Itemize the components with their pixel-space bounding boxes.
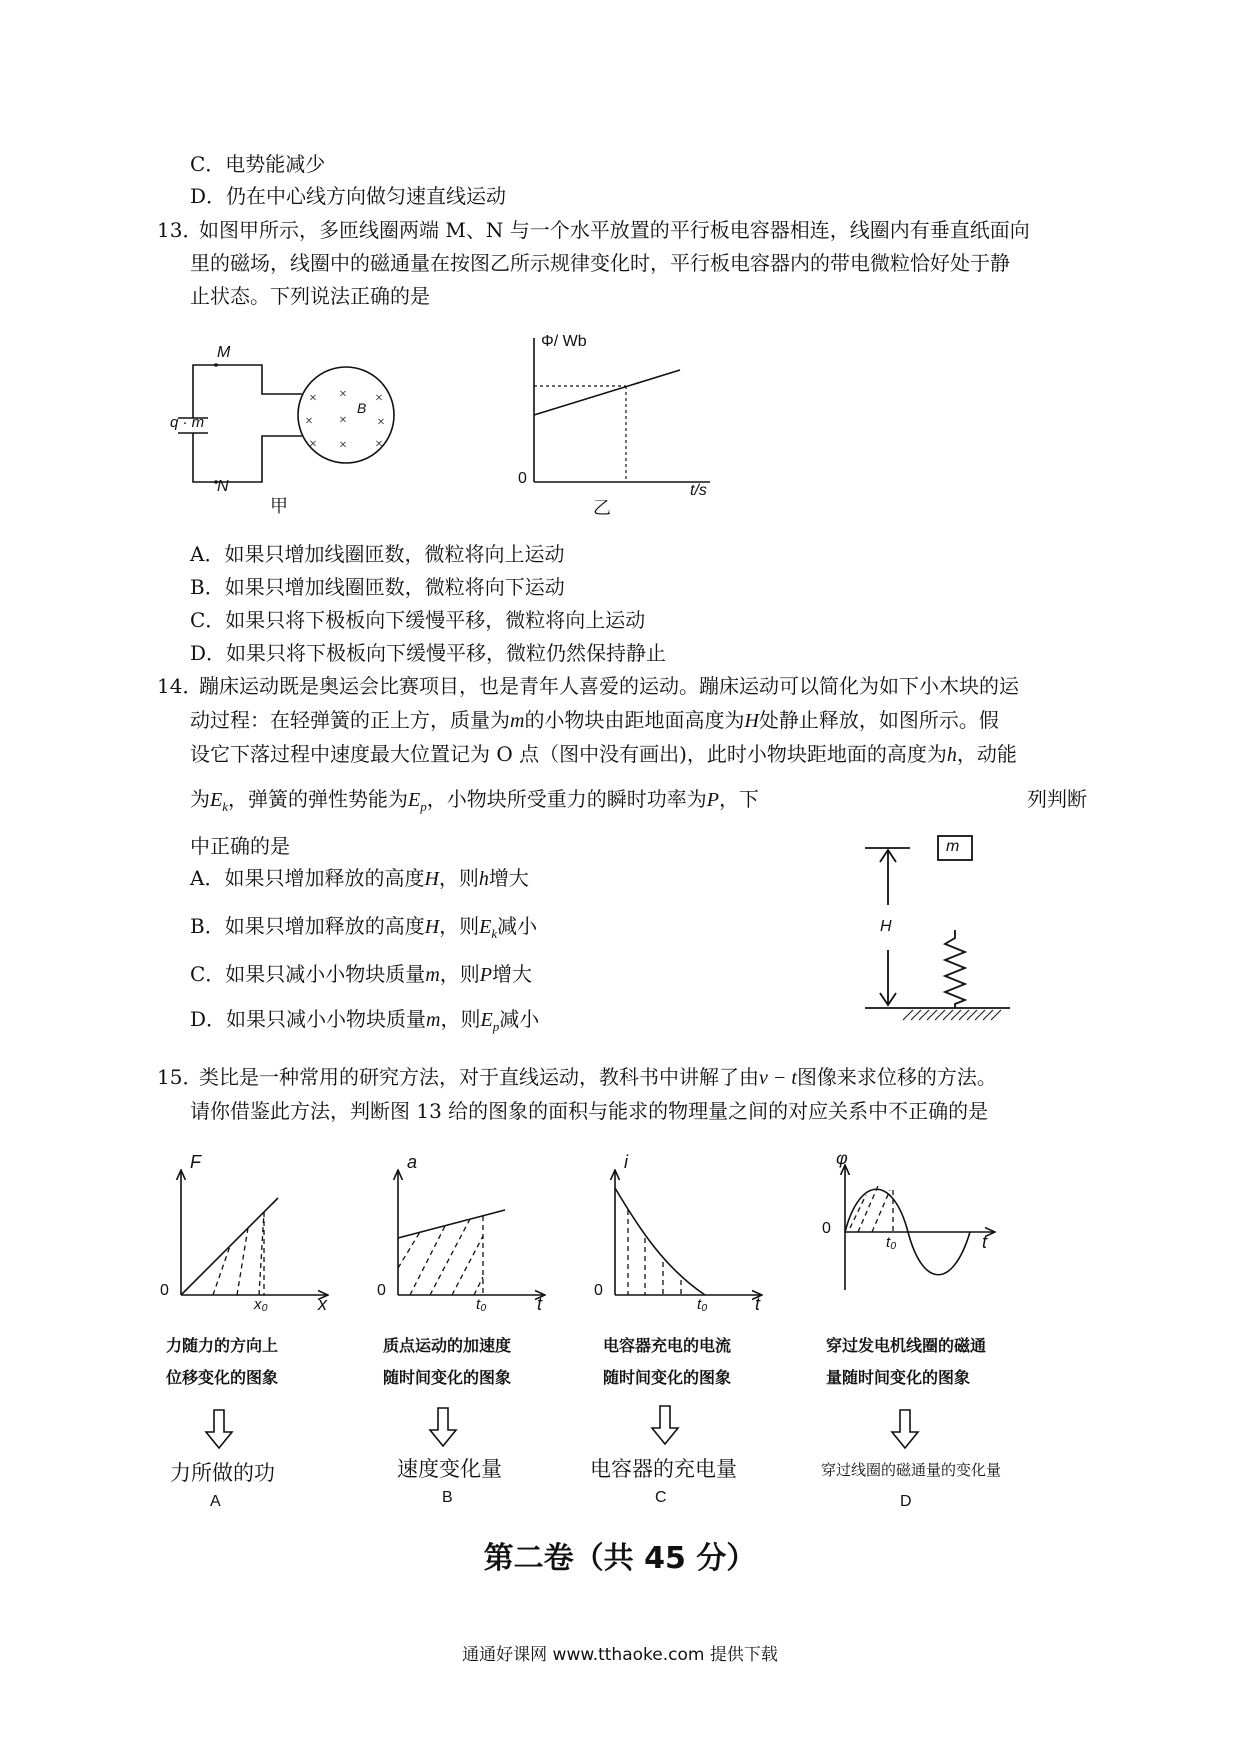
q13-text-line2: 里的磁场，线圈中的磁通量在按图乙所示规律变化时，平行板电容器内的带电微粒恰好处于静 [190,251,1010,275]
q14-text-line2: 动过程：在轻弹簧的正上方，质量为m的小物块由距地面高度为H处静止释放，如图所示。假 [190,708,999,732]
q14-text-line5: 中正确的是 [190,834,290,858]
q14-option-d: D．如果只减小小物块质量m，则$E_p$减小 [190,1007,540,1034]
graph-b-y-label: a [407,1152,418,1172]
q13-number: 13． [157,218,203,242]
graph-c-letter: C [655,1489,667,1506]
graph-d-x-label: t [982,1232,988,1252]
svg-text:×: × [375,437,383,452]
graph-d-letter: D [900,1493,912,1510]
page-footer: 通通好课网 www.tthaoke.com 提供下载 [462,1645,778,1665]
q14-option-a: A．如果只增加释放的高度H，则h增大 [190,866,529,890]
q14-number: 14． [157,674,203,698]
svg-text:×: × [375,391,383,406]
q14-text-line3: 设它下落过程中速度最大位置记为 O 点（图中没有画出)，此时小物块距地面的高度为h，动能 [190,742,1017,766]
graph-b-caption-line2: 随时间变化的图象 [383,1368,512,1387]
graph-d-caption-line2: 量随时间变化的图象 [826,1368,971,1387]
graph-c-caption-line2: 随时间变化的图象 [603,1368,732,1387]
graph-a-origin: 0 [160,1282,169,1299]
graph-b-origin: 0 [377,1282,386,1299]
q12-option-c: C．电势能减少 [190,152,326,176]
down-arrow-b-icon [430,1408,456,1446]
down-arrow-a-icon [206,1410,232,1448]
q13-caption-jia: 甲 [270,496,288,516]
graph-a-y-label: F [190,1152,201,1172]
graph-a-mark: x₀ [254,1296,268,1313]
q14-text-line4: 为$E_k$，弹簧的弹性势能为$E_p$，小物块所受重力的瞬时功率为P，下 [190,787,759,814]
graph-b-letter: B [442,1489,453,1506]
graph-b-x-label: t [537,1294,543,1314]
graph-a-x-label: x [318,1294,327,1314]
q13-option-a: A．如果只增加线圈匝数，微粒将向上运动 [190,542,565,566]
graph-c-caption-line1: 电容器充电的电流 [603,1336,732,1355]
down-arrow-c-icon [652,1406,678,1444]
q14-option-b: B．如果只增加释放的高度H，则$E_k$减小 [190,914,538,941]
graph-d-result: 穿过线圈的磁通量的变化量 [821,1462,1002,1479]
q15-text-line1: 类比是一种常用的研究方法，对于直线运动，教科书中讲解了由v − t图像来求位移的方法。 [199,1065,997,1089]
q14-figure-height-label: H [880,918,892,935]
graph-a-result: 力所做的功 [170,1462,275,1485]
svg-text:×: × [377,415,385,430]
graph-a-letter: A [210,1493,221,1510]
svg-text:×: × [305,414,313,429]
graph-c-result: 电容器的充电量 [590,1458,737,1481]
q13-label-m: M [217,344,231,361]
q14-text-line4-end: 列判断 [1027,787,1087,811]
graph-c-mark: t₀ [697,1296,708,1313]
section-title: 第二卷（共 45 分） [483,1541,757,1576]
q14-text-line1: 蹦床运动既是奥运会比赛项目，也是青年人喜爱的运动。蹦床运动可以简化为如下小木块的运 [199,674,1019,698]
graph-b-mark: t₀ [476,1296,487,1313]
graph-b-caption-line1: 质点运动的加速度 [383,1336,512,1355]
q13-label-n: N [217,478,229,495]
q15-number: 15． [157,1065,203,1089]
q15-text-line2: 请你借鉴此方法，判断图 13 给的图象的面积与能求的物理量之间的对应关系中不正确的是 [190,1099,989,1123]
svg-text:×: × [339,438,347,453]
q13-text-line3: 止状态。下列说法正确的是 [190,284,430,308]
graph-d-mark: t₀ [886,1234,897,1251]
q13-label-charge: q · m [170,414,205,431]
graph-c-origin: 0 [594,1282,603,1299]
q13-time-axis-label: t/s [690,482,707,499]
svg-text:×: × [339,387,347,402]
graph-d-caption-line1: 穿过发电机线圈的磁通 [826,1336,987,1355]
down-arrow-d-icon [892,1410,918,1448]
graph-a-caption-line1: 力随力的方向上 [166,1336,279,1355]
graph-a-caption-line2: 位移变化的图象 [166,1368,279,1387]
graph-d-y-label: φ [836,1148,848,1168]
svg-text:×: × [339,413,347,428]
graph-c-y-label: i [624,1152,628,1172]
q14-option-c: C．如果只减小小物块质量m，则P增大 [190,962,532,986]
q14-figure-block-label: m [946,838,960,855]
graph-b-result: 速度变化量 [397,1458,502,1481]
graph-c-x-label: t [755,1294,761,1314]
q13-flux-axis-label: Φ/ Wb [541,333,587,350]
graph-d-origin: 0 [822,1220,831,1237]
q13-option-c: C．如果只将下极板向下缓慢平移，微粒将向上运动 [190,608,646,632]
q12-option-d: D．仍在中心线方向做匀速直线运动 [190,184,507,208]
q13-option-b: B．如果只增加线圈匝数，微粒将向下运动 [190,575,565,599]
svg-text:×: × [309,437,317,452]
q13-label-b: B [357,400,367,416]
svg-text:×: × [309,391,317,406]
q13-option-d: D．如果只将下极板向下缓慢平移，微粒仍然保持静止 [190,641,667,665]
q13-graph-origin: 0 [518,470,527,487]
q13-caption-yi: 乙 [593,498,611,518]
q13-text-line1: 如图甲所示，多匝线圈两端 M、N 与一个水平放置的平行板电容器相连，线圈内有垂直纸面向 [199,218,1030,242]
